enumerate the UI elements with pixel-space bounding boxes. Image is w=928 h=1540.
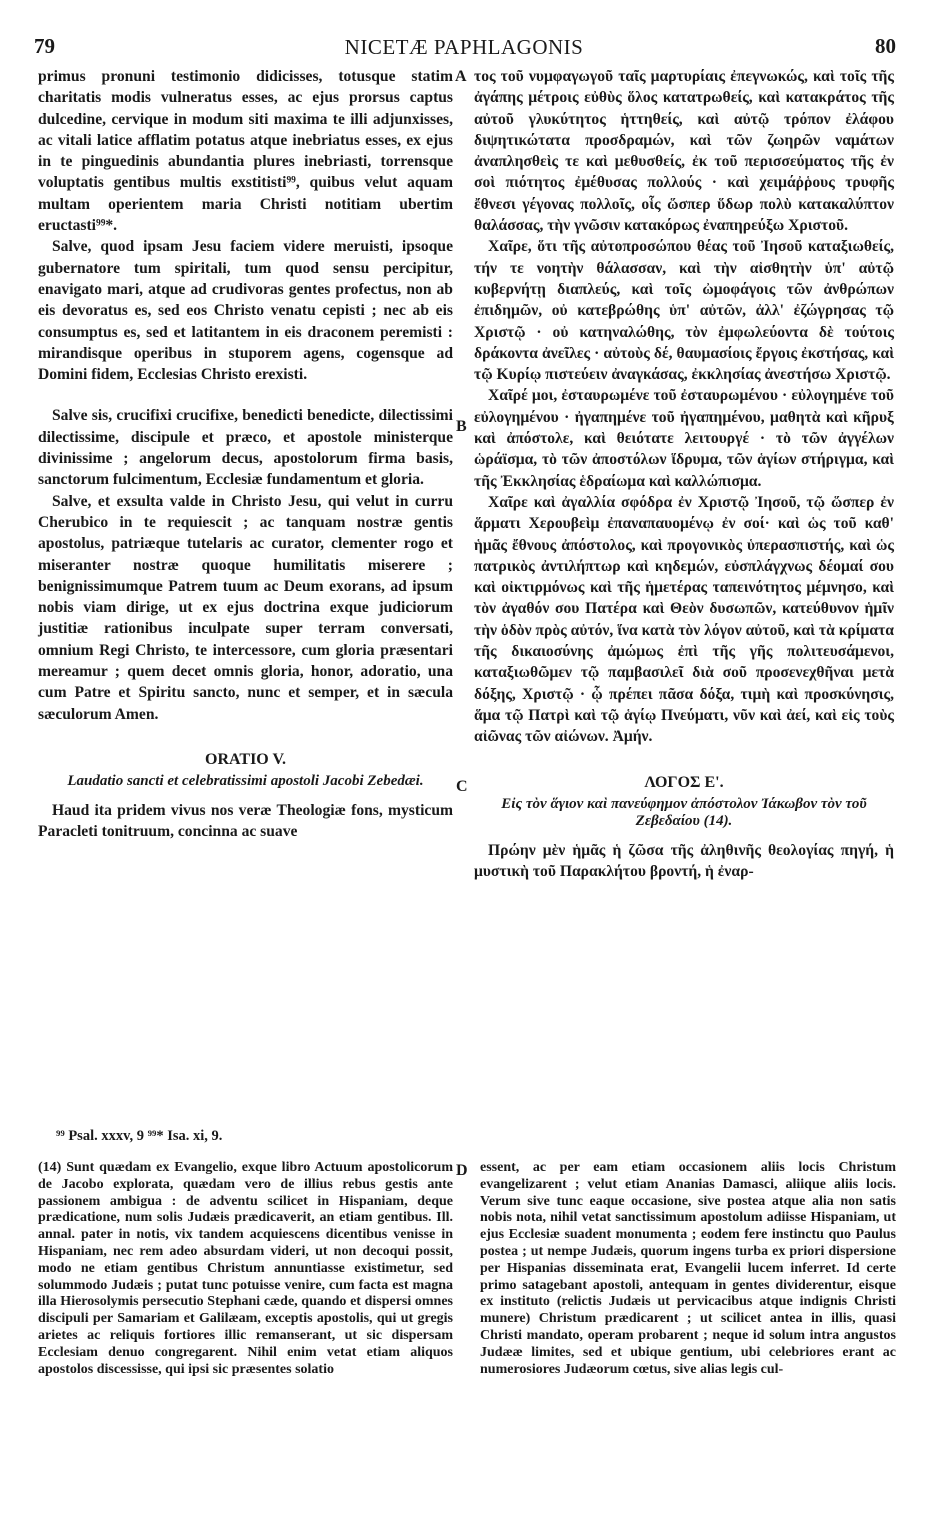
notes-right-column (480, 1160, 896, 1378)
latin-column (38, 66, 453, 843)
latin-paragraph-3: Salve sis, crucifixi crucifixe, benedicti benedicte, dilectissimi dilectissime, discipule et præco, et apostole ministerque divinissime ; angelorum decus, apostolorum firma basis, sanctorum fulcimentum, Ecclesiæ fundamentum et gloria. (38, 407, 453, 489)
logos-subtitle: Εἰς τὸν ἅγιον καὶ πανεύφημον ἀπόστολον Ἰάκωβον τὸν τοῦ Ζεβεδαίου (14). (501, 795, 867, 829)
margin-letter-c: C (456, 778, 468, 795)
logos-title: ΛΟΓΟΣ Ε'. (644, 773, 724, 791)
margin-letter-a: A (455, 68, 467, 85)
page-header (22, 34, 906, 64)
oratio-title: ORATIO V. (205, 750, 286, 768)
running-title: NICETÆ PAPHLAGONIS (344, 35, 584, 59)
greek-paragraph-3: Χαῖρέ μοι, ἐσταυρωμένε τοῦ ἐσταυρωμένου · εὐλογημένε τοῦ εὐλογημένου · ἠγαπημένε τοῦ ἠγαπημένου, μαθητὰ καὶ κῆρυξ καὶ ἀπόστολε, καὶ θειότατε λειτουργέ · τὸ τῶν ἀγγέλων ὡράϊσμα, τὸ τῶν ἀποστόλων ἵδρυμα, τῶν ἁγίων στήριγμα, καὶ τῆς Ἐκκλησίας ἑδραίωμα καὶ καλλώπισμα. (474, 387, 894, 490)
latin-paragraph-4: Salve, et exsulta valde in Christo Jesu, qui velut in curru Cherubico in te requiescit ; ac tanquam nostræ gentis apostolus, patriæque tutelaris ac curator, clementer rogo et miseranter nostræ quoque humilitatis miserere ; benignissimumque Patrem tuum ac Deum exorans, ad ipsum nobis viam dirige, ut ex ejus doctrina exque judiciorum justitiæ rationibus inculpate super terram conversati, omnium Regi Christo, te intercessore, cum gloria præsentari mereamur ; quem decet omnis gloria, honor, adoratio, una cum Patre et Spiritu sancto, nunc et semper, et in sæcula sæculorum Amen. (38, 492, 453, 723)
greek-column (474, 66, 894, 882)
margin-letter-b: B (456, 418, 467, 435)
notes-left-column (38, 1160, 453, 1378)
greek-paragraph-2: Χαῖρε, ὅτι τῆς αὐτοπροσώπου θέας τοῦ Ἰησοῦ καταξιωθείς, τήν τε νοητὴν θάλασσαν, καὶ τὴν αἰσθητὴν ὑπ' αὐτῷ κυβερνήτῃ διαπλεύς, καὶ τοῖς ὠμοφάγοις τῶν ἀνθρώπων ἐπιδημῶν, οὐ κατεβρώθης ὑπ' αὐτῶν, ἀλλ' ἐζώγρησας τῷ Χριστῷ · οὐ κατηναλώθης, τὸν ἐμφωλεύοντα δὲ τούτοις δράκοντα ἀνεῖλες · αὐτοὺς δέ, θαυμασίοις ἔργοις ἐκστήσας, καὶ τῷ Κυρίῳ πιστεύειν ἀναγκάσας, ἐκκλησίας ἀνεστήσω Χριστῷ. (474, 238, 894, 384)
greek-paragraph-1: τος τοῦ νυμφαγωγοῦ ταῖς μαρτυρίαις ἐπεγνωκώς, καὶ τοῖς τῆς ἀγάπης μέτροις εὐθὺς ὅλος κατατρωθείς, καὶ κατακράτος τῆς αὐτοῦ γλυκύτητος ἡττηθείς, καὶ αὐτῷ τρόπον ἐλάφου διψητικώτατα προσδραμών, καὶ τῶν ζωηρῶν ναμάτων ἀναπλησθεὶς τε καὶ μεθυσθείς, ἐκ τοῦ περισσεύματος τῆς ἐν σοὶ πιότητος ἐμέθυσας πολλούς · καὶ χειμάῤῥους τρυφῆς ἔθνεσι γέγονας πολλοῖς, οἷς ὥσπερ ὕδωρ πολὺ κατακαλύπτον θαλάσσας, τὴν γνῶσιν κατακόρως ἐναπηρεύξω Χριστοῦ. (474, 68, 894, 235)
note-14-part-2: essent, ac per eam etiam occasionem aliis locis Christum evangelizarent ; velut etiam Ananias Damasci, aliique aliis locis. Verum sive tunc eaque occasione, sive postea atque alia non satis nobis nota, nihil vetat sanctissimum apostolum adiisse Hispaniam, ut ejus Ecclesiæ suadent monumenta ; eodem fere instinctu quo Paulus postea ; ut nempe Judæis, quorum ingens turba ex priori dispersione per Hispanias disseminata erat, Evangelii lucem inferret. Id certe primo satagebant apostoli, antequam in gentes dividerentur, eisque ex instituto (relictis Judæis ut pervicacibus atque indignis Christi munere) Christum prædicarent ; ut scilicet antea in illis, quasi Christi mandato, operam probarent ; neque id solum intra angustos Judææ limites, sed et ubique gentium, ubi celebriores erant ac numerosiores Judæorum cœtus, sive alias legis cul- (480, 1160, 896, 1377)
latin-paragraph-2: Salve, quod ipsam Jesu faciem videre meruisti, ipsoque gubernatore tum spiritali, tum quod sensu percipitur, enavigato mari, atque ad crudivoras gentes profectus, non ab eis devoratus es, sed eos Christo venatu cepisti ; nec ab eis consumptus es, sed et latitantem in eis draconem peremisti : mirandisque operibus in stuporem agens, cogensque ad Domini fidem, Ecclesias Christo erexisti. (38, 238, 453, 384)
latin-paragraph-5: Haud ita pridem vivus nos veræ Theologiæ fons, mysticum Paracleti tonitruum, concinna ac suave (38, 801, 453, 841)
note-14-part-1: (14) Sunt quædam ex Evangelio, exque libro Actuum apostolicorum de Jacobo explorata, quædam vero de illius rebus gestis ante passionem ambigua : de adventu scilicet in Hispaniam, deque prædicatione, num solis Judæis prædicaverit, an etiam gentibus. Ill. annal. pater in notis, vix tandem acquiescens dicentibus venisse in Hispaniam, nec rem adeo absurdam videri, ut non decoqui possit, modo ne etiam gentibus Christum annuntiasse existimetur, sed solummodo Judæis ; putat tunc potuisse venire, cum facta est magna illa Hierosolymis persecutio Stephani cæde, quando et dispersi omnes discipuli per Samariam et Galilæam, exceptis apostolis, qui ut gregis arietes ac reliquis fortiores illic remanserant, ut sic dispersam Ecclesiam denuo congregarent. Nihil enim vetat etiam aliquos apostolos discessisse, qui ipsi sic præsentes solatio (38, 1160, 453, 1377)
greek-paragraph-5: Πρώην μὲν ἡμᾶς ἡ ζῶσα τῆς ἀληθινῆς θεολογίας πηγή, ἡ μυστικὴ τοῦ Παρακλήτου βροντή, ἡ ἐναρ- (474, 841, 894, 880)
oratio-subtitle: Laudatio sancti et celebratissimi apostoli Jacobi Zebedæi. (67, 772, 424, 789)
latin-paragraph-1: primus pronuni testimonio didicisses, totusque statim charitatis modis vulneratus esses, ac ejus prorsus captus dulcedine, cervique in modum siti maxima te illi adjunxisses, ac vitali latice afflatim potatus atque inebriatus esses, ex ejus in te pinguedinis abundantia plures inebriasti, torrensque voluptatis gentibus multis exstitisti⁹⁹, quibus velut aquam multam operientem maria Christi notitiam ubertim eructasti⁹⁹*. (38, 68, 453, 235)
page-number-right: 80 (875, 34, 896, 58)
greek-paragraph-4: Χαῖρε καὶ ἀγαλλία σφόδρα ἐν Χριστῷ Ἰησοῦ, τῷ ὥσπερ ἐν ἅρματι Χερουβεὶμ ἐπαναπαυομένῳ ἐν σοί· καὶ ὡς τοῦ καθ' ἡμᾶς ἔθνους ἀπόστολος, καὶ προγονικὸς ὑπερασπιστής, καὶ ὡς πατρικὸς ἀντιλήπτωρ καὶ κηδεμών, εὐσπλάγχνως δέομαί σου καὶ οἰκτιρμόνως καὶ τῆς ἡμετέρας ταπεινότητος μέμνησο, καὶ τὸν ἀγαθόν σου Πατέρα καὶ Θεὸν δυσωπῶν, κατεύθυνον ἡμῖν τὴν ὁδὸν πρὸς αὐτόν, ἵνα κατὰ τὸν λόγον αὐτοῦ, καὶ τὰ κρίματα τῆς δικαιοσύνης ἀμώμως ἐπὶ τῆς γῆς πολιτευσάμενοι, καταξιωθῶμεν τῷ παμβασιλεῖ διὰ σοῦ προσενεχθῆναι μετὰ δόξης, Χριστῷ · ᾧ πρέπει πᾶσα δόξα, τιμὴ καὶ προσκύνησις, ἅμα τῷ Πατρὶ καὶ τῷ ἁγίῳ Πνεύματι, νῦν καὶ ἀεί, καὶ εἰς τοὺς αἰῶνας τῶν αἰώνων. Ἀμήν. (474, 493, 894, 746)
footnote-references: ⁹⁹ Psal. xxxv, 9 ⁹⁹* Isa. xi, 9. (56, 1128, 223, 1144)
margin-letter-d: D (456, 1162, 468, 1179)
page-number-left: 79 (34, 34, 55, 58)
